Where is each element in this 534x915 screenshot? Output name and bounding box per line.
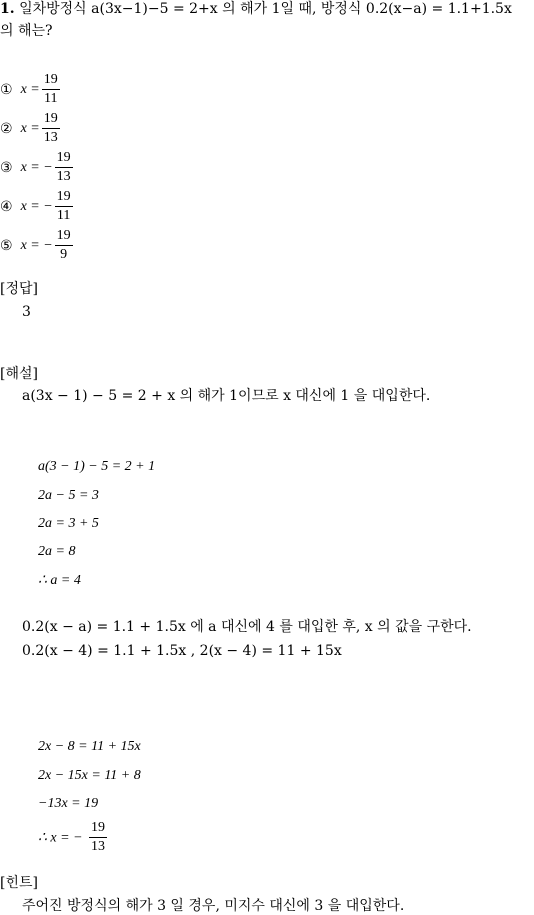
option-4[interactable]: [0, 189, 73, 224]
explanation-step: 2x − 15x = 11 + 8: [38, 768, 141, 783]
explanation-equation: 0.2(x − 4) = 1.1 + 1.5x , 2(x − 4) = 11 + 15x: [22, 643, 342, 659]
option-2[interactable]: [0, 111, 60, 146]
fraction-numerator: 19: [55, 150, 73, 168]
fraction-denominator: 11: [43, 91, 58, 106]
fraction-denominator: 13: [90, 839, 105, 854]
hint-text: 주어진 방정식의 해가 3 일 경우, 미지수 대신에 3 을 대입한다.: [22, 898, 405, 914]
option-fraction: [55, 150, 73, 185]
option-prefix: x = −: [20, 198, 53, 214]
fraction-numerator: 19: [42, 111, 60, 129]
option-marker: ③: [0, 159, 13, 176]
fraction-numerator: 19: [42, 72, 60, 90]
fraction-denominator: 13: [56, 169, 71, 184]
question-text: 일차방정식 a(3x−1)−5 = 2+x 의 해가 1일 때, 방정식 0.2(x−a) = 1.1+1.5x: [19, 1, 512, 17]
explanation-step: 2a = 3 + 5: [38, 516, 99, 531]
fraction-denominator: 13: [43, 130, 58, 145]
option-prefix: x =: [20, 120, 40, 136]
question-line-2: 의 해는?: [0, 23, 53, 39]
option-marker: ⑤: [0, 237, 13, 254]
explanation-step: 2x − 8 = 11 + 15x: [38, 739, 141, 754]
option-marker: ①: [0, 81, 13, 98]
explanation-final: [38, 820, 107, 855]
question-number: 1.: [0, 1, 15, 17]
option-fraction: [55, 189, 73, 224]
explanation-step: ∴ a = 4: [38, 573, 81, 588]
option-prefix: x =: [20, 81, 40, 97]
explanation-substitution: 0.2(x − a) = 1.1 + 1.5x 에 a 대신에 4 를 대입한 후, x 의 값을 구한다.: [22, 619, 472, 635]
explanation-label: [해설]: [0, 366, 38, 382]
explanation-intro: a(3x − 1) − 5 = 2 + x 의 해가 1이므로 x 대신에 1 을 대입한다.: [22, 388, 431, 404]
final-prefix: ∴ x = −: [38, 830, 83, 846]
final-fraction: [89, 820, 107, 855]
question-line-1: [0, 0, 512, 18]
hint-label: [힌트]: [0, 875, 38, 891]
option-1[interactable]: [0, 72, 60, 107]
explanation-step: 2a = 8: [38, 544, 76, 559]
option-fraction: [42, 72, 60, 107]
explanation-step: a(3 − 1) − 5 = 2 + 1: [38, 459, 156, 474]
explanation-step: −13x = 19: [38, 796, 99, 811]
option-3[interactable]: [0, 150, 73, 185]
fraction-numerator: 19: [55, 189, 73, 207]
option-marker: ②: [0, 120, 13, 137]
option-fraction: [42, 111, 60, 146]
fraction-denominator: 9: [60, 247, 68, 262]
answer-label: [정답]: [0, 281, 38, 297]
fraction-numerator: 19: [55, 228, 73, 246]
fraction-numerator: 19: [89, 820, 107, 838]
answer-value: 3: [22, 304, 31, 320]
option-prefix: x = −: [20, 237, 53, 253]
explanation-step: 2a − 5 = 3: [38, 488, 99, 503]
fraction-denominator: 11: [56, 208, 71, 223]
option-5[interactable]: [0, 228, 73, 263]
option-marker: ④: [0, 198, 13, 215]
option-prefix: x = −: [20, 159, 53, 175]
option-fraction: [55, 228, 73, 263]
